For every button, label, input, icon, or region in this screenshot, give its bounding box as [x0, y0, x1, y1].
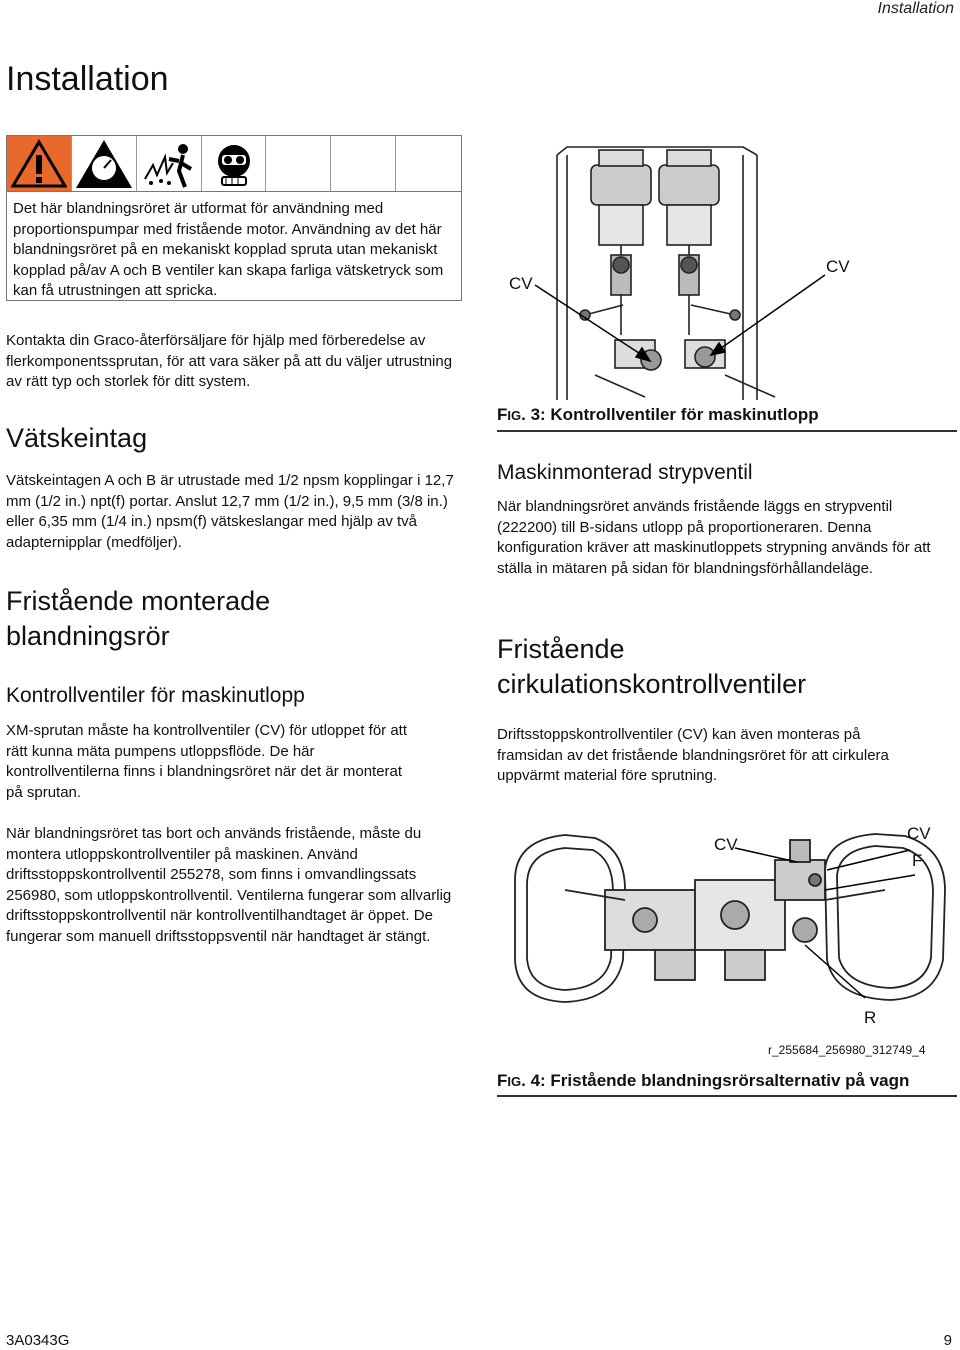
- figure3-caption-prefix: F: [497, 405, 508, 424]
- outlet-check-valves-subheading: Kontrollventiler för maskinutlopp: [6, 684, 305, 707]
- figure4-callout-r: R: [864, 1008, 877, 1027]
- pressure-gauge-icon: [72, 136, 137, 191]
- figure4-caption-text: . 4: Fristående blandningsrörsalternativ på vagn: [521, 1071, 910, 1090]
- figure4-caption: [497, 1071, 909, 1091]
- warning-icon-row: [7, 136, 461, 192]
- footer-page-number: 9: [943, 1332, 952, 1349]
- injection-hazard-icon: [137, 136, 202, 191]
- circulation-heading: [497, 632, 957, 702]
- fluid-inlet-text: Vätskeintagen A och B är utrustade med 1/2 npsm kopplingar i 12,7 mm (1/2 in.) npt(f) portar. Anslut 12,7 mm (1/2 in.), 9,5 mm (3/8 in.) eller 6,35 mm (1/4 in.) npsm(f) vätskeslangar med hjälp av två adapternipplar (medföljer).: [6, 472, 454, 551]
- machine-restrictor-heading: Maskinmonterad strypventil: [497, 461, 753, 484]
- figure4-id: r_255684_256980_312749_4: [768, 1043, 926, 1057]
- figure4-callout-cv-1: CV: [714, 835, 738, 854]
- page-title: Installation: [6, 60, 169, 98]
- figure3-callout-cv-right: CV: [826, 257, 850, 276]
- protective-equipment-icon: [202, 136, 267, 191]
- figure3-illustration: [495, 135, 960, 400]
- figure4-caption-prefix-small: IG: [507, 1074, 522, 1089]
- outlet-check-valves-text-1: XM-sprutan måste ha kontrollventiler (CV) för utloppet för att rätt kunna mäta pumpens utloppsflöde. De här kontrollventilerna finns i blandningsröret när det är monterat på sprutan.: [6, 722, 408, 801]
- circulation-heading-line2: cirkulationskontrollventiler: [497, 669, 807, 699]
- figure3-caption-text: . 3: Kontrollventiler för maskinutlopp: [521, 405, 819, 424]
- outlet-check-valves-text-2: När blandningsröret tas bort och används fristående, måste du montera utloppskontrollventiler på maskinen. Använd driftsstoppskontrollventil 255278, som finns i omvandlingssats 256980, som utloppskontrollventil. Ventilerna fungerar som allvarlig driftsstoppskontrollventil när kontrollventilhandtaget är öppet. De fungerar som manuell driftsstoppsventil när handtaget är stängt.: [6, 825, 452, 945]
- circulation-text: Driftsstoppskontrollventiler (CV) kan även monteras på framsidan av det fristående blandningsröret för att cirkulera uppvärmt material före sprutning.: [497, 726, 889, 784]
- empty-icon-cell: [266, 136, 331, 191]
- running-head: Installation: [877, 0, 954, 17]
- warning-text: Det här blandningsröret är utformat för användning med proportionspumpar med fristående motor. Användning av det här blandningsröret på en mekaniskt kopplad spruta utan mekaniskt kopplad på/av A och B ventiler kan skapa farliga vätsketryck som kan få utrustningen att spricka.: [13, 200, 444, 299]
- machine-restrictor-text: När blandningsröret används fristående läggs en strypventil (222200) till B-sidans utlopp på proportioneraren. Denna konfiguration kräver att maskinutloppets strypning används för att ställa in mätaren på sidan för blandningsförhållandeläge.: [497, 498, 931, 577]
- warning-box: [6, 135, 462, 301]
- figure3-callout-cv-left: CV: [509, 274, 533, 293]
- empty-icon-cell: [331, 136, 396, 191]
- standalone-heading: [6, 584, 462, 654]
- empty-icon-cell: [396, 136, 461, 191]
- figure4-callout-cv-2: CV: [907, 824, 931, 843]
- figure3-caption-rule: [497, 430, 957, 432]
- footer-doc-number: 3A0343G: [6, 1332, 70, 1349]
- figure4-caption-prefix: F: [497, 1071, 508, 1090]
- warning-triangle-icon: [7, 136, 72, 191]
- figure4-callout-f: F: [912, 851, 923, 870]
- contact-paragraph: Kontakta din Graco-återförsäljare för hjälp med förberedelse av flerkomponentssprutan, för att vara säker på att du väljer utrustning av rätt typ och storlek för ditt system.: [6, 332, 453, 390]
- figure4-caption-rule: [497, 1095, 957, 1097]
- standalone-heading-line2: blandningsrör: [6, 621, 170, 651]
- figure3-caption-prefix-small: IG: [507, 408, 522, 423]
- fluid-inlet-heading: Vätskeintag: [6, 423, 148, 453]
- circulation-heading-line1: Fristående: [497, 634, 625, 664]
- figure3-caption: [497, 405, 819, 425]
- standalone-heading-line1: Fristående monterade: [6, 586, 271, 616]
